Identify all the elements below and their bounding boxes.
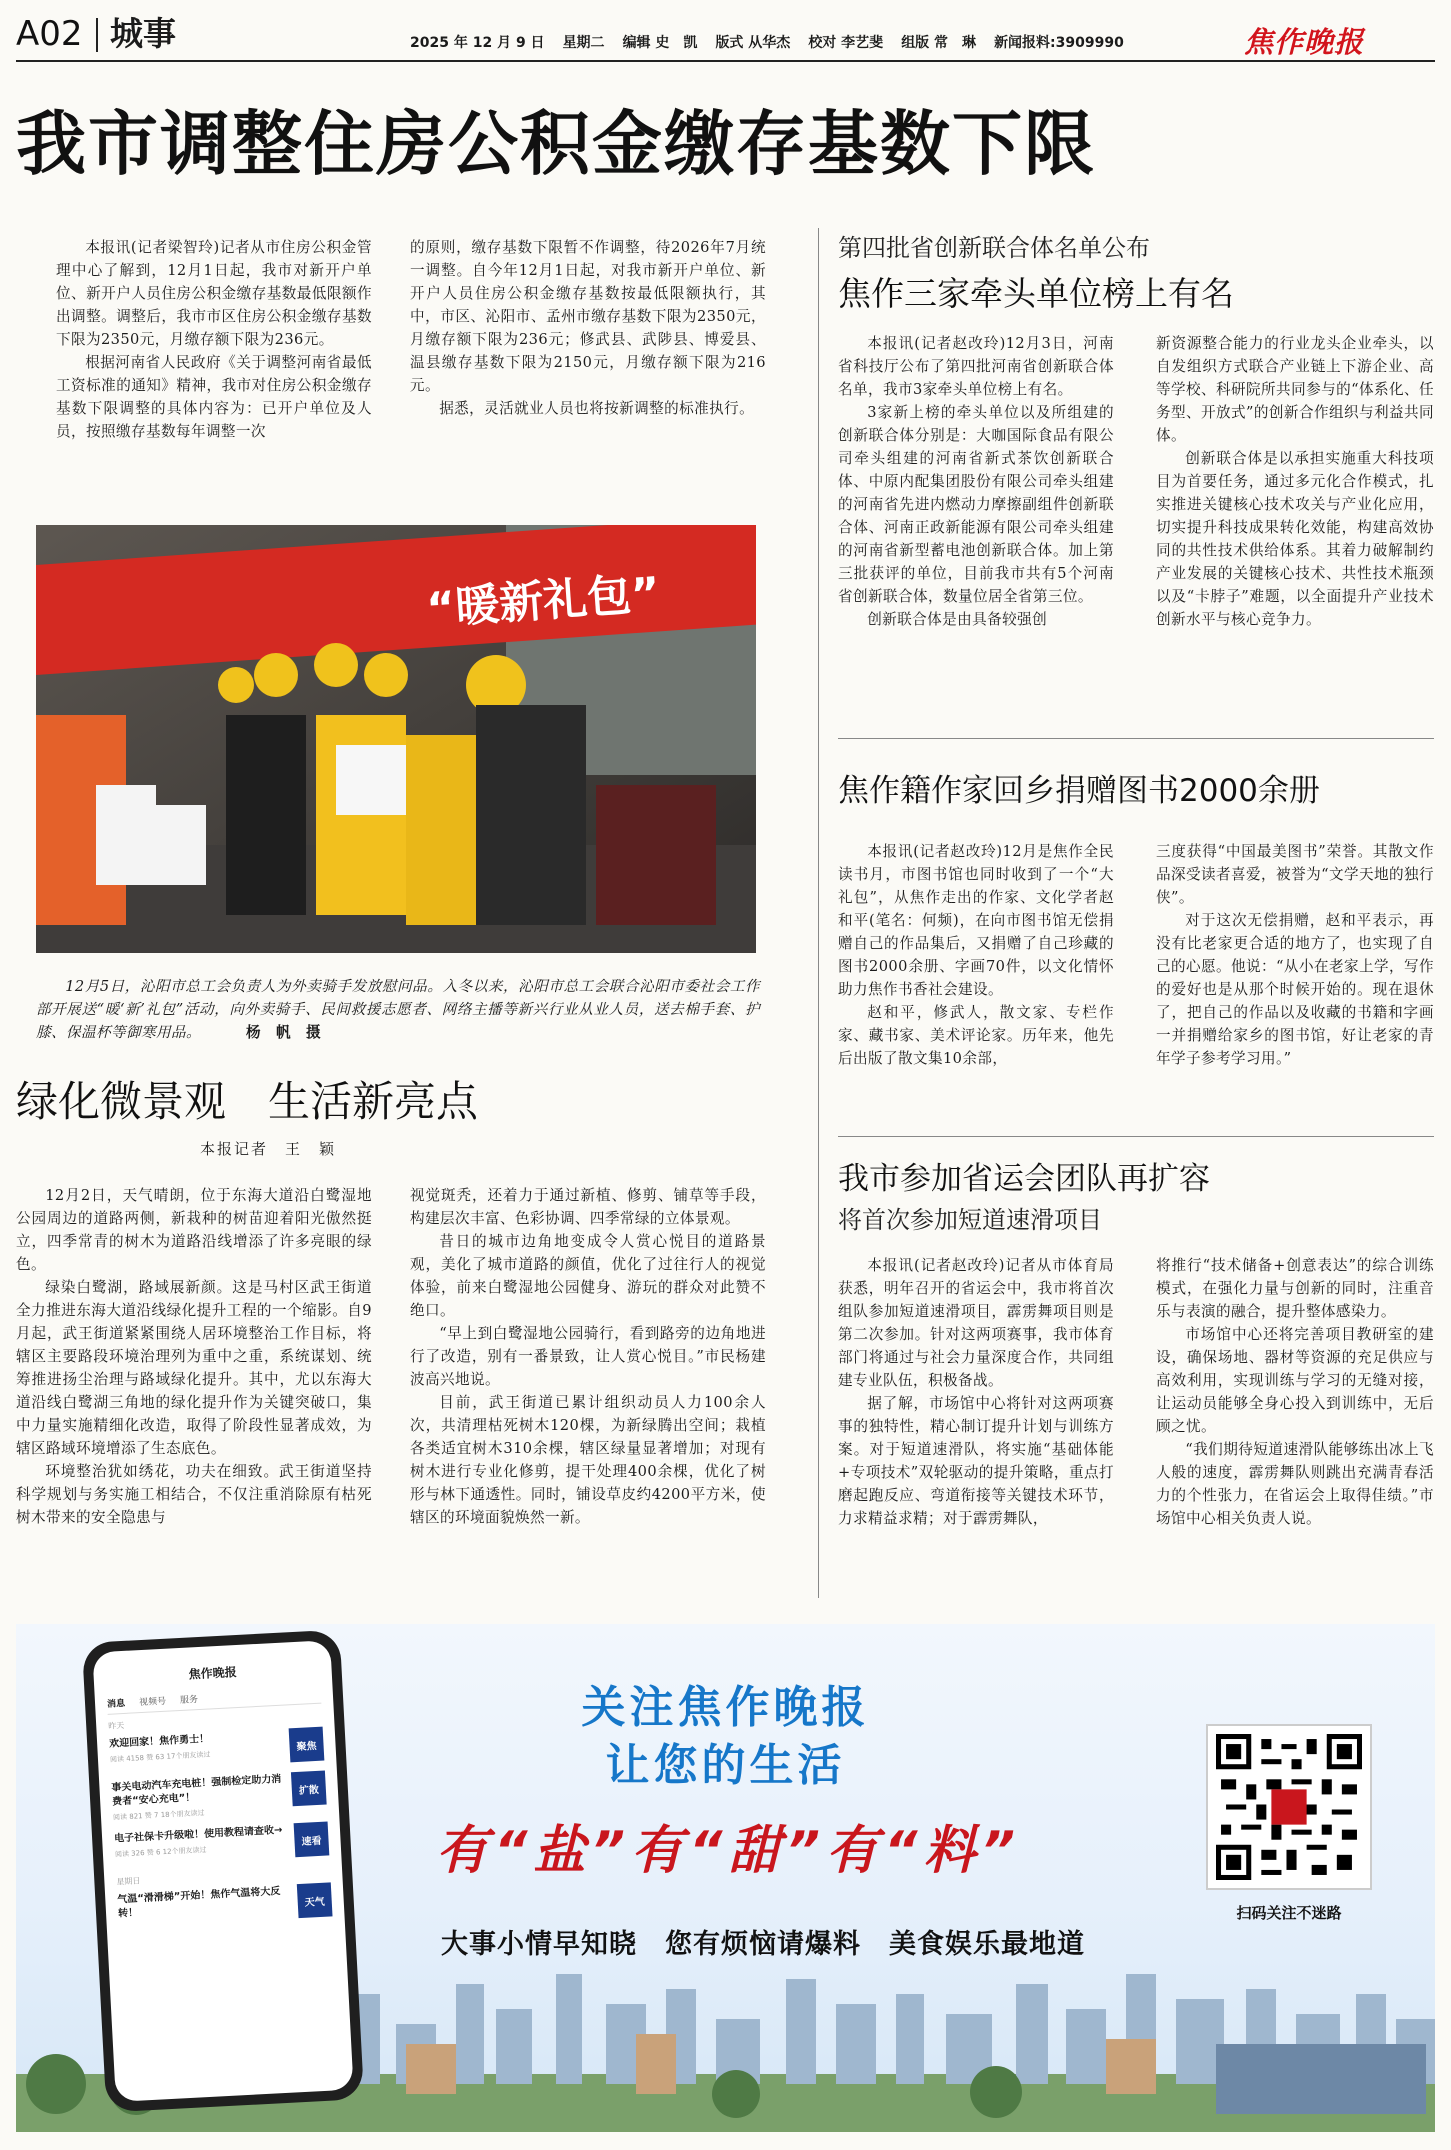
games-para-2: 据了解，市场馆中心将针对这两项赛事的独特性，精心制订提升计划与训练方案。对于短道速滑队，将实施“基础体能+专项技术”双轮驱动的提升策略，重点打磨起跑反应、弯道衔接等关键技术环节，力求精益求精；对于霹雳舞队， — [838, 1395, 1114, 1527]
news-photo — [36, 525, 756, 953]
phone-item-3[interactable] — [114, 1821, 329, 1866]
book-para-4: 对于这次无偿捐赠，赵和平表示，再没有比老家更合适的地方了，也实现了自己的心愿。他说：“从小在老家上学，写作的爱好也是从那个时候开始的。现在退休了，把自己的作品以及收藏的书籍和字画一并捐赠给家乡的图书馆，好让老家的青年学子参考学习用。” — [1156, 912, 1434, 1067]
section-rule-1 — [838, 738, 1434, 739]
issue-weekday: 星期二 — [562, 35, 605, 51]
phone-day-label: 昨天 — [108, 1720, 125, 1731]
phone-item-2-meta: 阅读 821 赞 7 18个朋友读过 — [112, 1808, 205, 1822]
green-para-4: 视觉斑秃，还着力于通过新植、修剪、铺草等手段，构建层次丰富、色彩协调、四季常绿的立体景观。 — [410, 1187, 766, 1227]
games-para-3: 将推行“技术储备+创意表达”的综合训练模式，在强化力量与创新的同时，注重音乐与表演的融合，提升整体感染力。 — [1156, 1257, 1434, 1320]
games-col-2 — [1156, 1254, 1434, 1530]
section-name: 城事 — [110, 14, 176, 53]
qr-code-icon — [1216, 1734, 1362, 1880]
phone-item-1-thumb: 聚焦 — [289, 1727, 325, 1763]
ad-line-1: 关注焦作晚报 — [581, 1682, 870, 1733]
qr-label: 扫码关注不迷路 — [1236, 1904, 1342, 1922]
book-col-2 — [1156, 840, 1434, 1070]
header-rule — [16, 60, 1435, 62]
games-para-5: “我们期待短道速滑队能够练出冰上飞人般的速度，霹雳舞队则跳出充满青春活力的个性张力，在省运会上取得佳绩。”市场馆中心相关负责人说。 — [1156, 1441, 1434, 1527]
green-headline: 绿化微景观 生活新亮点 — [16, 1077, 479, 1126]
photo-caption-text: 12月5日，沁阳市总工会负责人为外卖骑手发放慰问品。入冬以来，沁阳市总工会联合沁阳市委社会工作部开展送“暖‘新’礼包”活动，向外卖骑手、民间救援志愿者、网络主播等新兴行业从业人员，送去棉手套、护膝、保温杯等御寒用品。 — [36, 978, 760, 1041]
green-para-1: 12月2日，天气晴朗，位于东海大道沿白鹭湿地公园周边的道路两侧，新栽种的树苗迎着阳光傲然挺立，四季常青的树木为道路沿线增添了许多亮眼的绿色。 — [16, 1187, 372, 1273]
games-para-1: 本报讯(记者赵改玲)记者从市体育局获悉，明年召开的省运会中，我市将首次组队参加短道速滑项目，霹雳舞项目则是第二次参加。针对这两项赛事，我市体育部门将通过与社会力量深度合作，共同组建专业队伍，积极备战。 — [838, 1257, 1114, 1389]
green-story-col-2 — [410, 1184, 766, 1529]
section-rule-2 — [838, 1136, 1434, 1137]
phone-item-4[interactable] — [117, 1882, 332, 1927]
green-para-3: 环境整治犹如绣花，功夫在细致。武王街道坚持科学规划与务实施工相结合，不仅注重消除原有枯死树木带来的安全隐患与 — [16, 1463, 372, 1526]
innovation-col-2 — [1156, 332, 1434, 631]
innovation-para-4: 新资源整合能力的行业龙头企业牵头，以自发组织方式联合产业链上下游企业、高等学校、科研院所共同参与的“体系化、任务型、开放式”的创新合作组织与利益共同体。 — [1156, 335, 1434, 444]
header-divider — [96, 18, 98, 52]
phone-item-4-thumb: 天气 — [297, 1882, 333, 1918]
games-headline: 我市参加省运会团队再扩容 — [838, 1161, 1210, 1197]
book-para-2: 赵和平，修武人，散文家、专栏作家、藏书家、美术评论家。历年来，他先后出版了散文集10余部， — [838, 1004, 1114, 1067]
ad-line-3: 有“盐”有“甜”有“料” — [436, 1821, 1021, 1881]
phone-item-4-title: 气温“滑滑梯”开始！焦作气温将大反转！ — [117, 1886, 281, 1920]
phone-item-2-thumb: 扩散 — [291, 1771, 327, 1807]
green-para-2: 绿染白鹭湖，路域展新颜。这是马村区武王街道全力推进东海大道沿线绿化提升工程的一个缩影。自9月起，武王街道紧紧围绕人居环境整治工作目标，将辖区主要路段环境治理列为重中之重，系统谋划、统筹推进扬尘治理与路域绿化提升。其中，尤以东海大道沿线白鹭湖三角地的绿化提升作为关键突破口，集中力量实施精细化改造，取得了阶段性显著成效，为辖区路域环境增添了生态底色。 — [16, 1279, 372, 1457]
main-para-4: 据悉，灵活就业人员也将按新调整的标准执行。 — [439, 400, 755, 417]
games-para-4: 市场馆中心还将完善项目教研室的建设，确保场地、器材等资源的充足供应与高效利用，实现训练与学习的无缝对接，让运动员能够全身心投入到训练中，无后顾之忧。 — [1156, 1326, 1434, 1435]
column-divider — [818, 228, 819, 1598]
innovation-para-3: 创新联合体是由具备较强创 — [867, 611, 1048, 628]
phone-app-title: 焦作晚报 — [188, 1665, 237, 1682]
ad-line-4: 大事小情早知晓 您有烦恼请爆料 美食娱乐最地道 — [441, 1929, 1085, 1960]
ad-banner[interactable] — [16, 1624, 1435, 2132]
green-byline: 本报记者 王 颖 — [200, 1140, 337, 1158]
phone-tab-messages[interactable]: 消息 — [106, 1698, 126, 1710]
photo-credit: 杨 帆 摄 — [245, 1024, 321, 1041]
phone-tab-service[interactable]: 服务 — [179, 1695, 199, 1707]
phone-item-1-title: 欢迎回家！焦作勇士！ — [108, 1733, 210, 1750]
innovation-col-1 — [838, 332, 1114, 631]
green-para-5: 昔日的城市边角地变成令人赏心悦目的道路景观，美化了城市道路的颜值，优化了过往行人的视觉体验，前来白鹭湿地公园健身、游玩的群众对此赞不绝口。 — [410, 1233, 766, 1319]
phone-item-1-meta: 阅读 4158 赞 63 17个朋友读过 — [109, 1750, 211, 1764]
newspaper-logo: 焦作晚报 — [1244, 25, 1365, 59]
innovation-para-1: 本报讯(记者赵改玲)12月3日，河南省科技厅公布了第四批河南省创新联合体名单，我市3家牵头单位榜上有名。 — [838, 335, 1114, 398]
book-para-1: 本报讯(记者赵改玲)12月是焦作全民读书月，市图书馆也同时收到了一个“大礼包”，从焦作走出的作家、文化学者赵和平(笔名：何频)，在向市图书馆无偿捐赠自己的作品集后，又捐赠了自己珍藏的图书2000余册、字画70件，以文化情怀助力焦作书香社会建设。 — [838, 843, 1114, 998]
main-story-col-2 — [410, 236, 766, 420]
proof-credit: 校对 李艺斐 — [808, 35, 884, 51]
games-subhead: 将首次参加短道速滑项目 — [838, 1206, 1102, 1234]
book-headline: 焦作籍作家回乡捐赠图书2000余册 — [838, 773, 1320, 809]
main-para-2: 根据河南省人民政府《关于调整河南省最低工资标准的通知》精神，我市对住房公积金缴存基数下限调整的具体内容为：已开户单位及人员，按照缴存基数每年调整一次 — [56, 354, 372, 440]
main-para-1: 本报讯(记者梁智玲)记者从市住房公积金管理中心了解到，12月1日起，我市对新开户单位、新开户人员住房公积金缴存基数最低限额作出调整。调整后，我市市区住房公积金缴存基数下限为2350元，月缴存额下限为236元。 — [56, 239, 372, 348]
main-story-col-1 — [56, 236, 372, 443]
book-para-3: 三度获得“中国最美图书”荣誉。其散文作品深受读者喜爱，被誉为“文学天地的独行侠”。 — [1156, 843, 1434, 906]
green-para-6: “早上到白鹭湿地公园骑行，看到路旁的边角地进行了改造，别有一番景致，让人赏心悦目。”市民杨建波高兴地说。 — [410, 1325, 766, 1388]
green-para-7: 目前，武王街道已累计组织动员人力100余人次，共清理枯死树木120棵，为新绿腾出空间；栽植各类适宜树木310余棵，辖区绿量显著增加；对现有树木进行专业化修剪，提干处理400余棵，优化了树形与林下通透性。同时，铺设草皮约4200平方米，使辖区的环境面貌焕然一新。 — [410, 1394, 766, 1526]
ad-line-2: 让您的生活 — [605, 1740, 846, 1791]
phone-day2-label: 星期日 — [116, 1876, 141, 1887]
innovation-headline: 焦作三家牵头单位榜上有名 — [838, 274, 1234, 313]
photo-caption — [36, 975, 760, 1044]
phone-item-3-thumb: 速看 — [294, 1821, 330, 1857]
book-col-1 — [838, 840, 1114, 1070]
main-para-3: 的原则，缴存基数下限暂不作调整，待2026年7月统一调整。自今年12月1日起，对我市新开户单位、新开户人员住房公积金缴存基数按最低限额执行，其中，市区、沁阳市、孟州市缴存基数下限为2350元，月缴存额下限为236元；修武县、武陟县、博爱县、温县缴存基数下限为2150元，月缴存额下限为216元。 — [410, 239, 766, 394]
phone-tab-video[interactable]: 视频号 — [138, 1696, 167, 1709]
header-meta — [410, 32, 1124, 52]
innovation-para-2: 3家新上榜的牵头单位以及所组建的创新联合体分别是：大咖国际食品有限公司牵头组建的河南省新式茶饮创新联合体、中原内配集团股份有限公司牵头组建的河南省先进内燃动力摩擦副组件创新联合体、河南正政新能源有限公司牵头组建的河南省新型蓄电池创新联合体。加上第三批获评的单位，目前我市共有5个河南省创新联合体，数量位居全省第三位。 — [838, 404, 1114, 605]
news-hotline: 新闻报料:3909990 — [994, 35, 1124, 51]
page-number: A02 — [16, 14, 83, 54]
phone-item-3-meta: 阅读 326 赞 6 12个朋友读过 — [114, 1845, 207, 1859]
layout-credit: 版式 从华杰 — [715, 35, 791, 51]
main-headline: 我市调整住房公积金缴存基数下限 — [16, 103, 1096, 185]
photo-banner-text: “暖新礼包” — [424, 567, 662, 636]
innovation-para-5: 创新联合体是以承担实施重大科技项目为首要任务，通过多元化合作模式，扎实推进关键核心技术攻关与产业化应用，切实提升科技成果转化效能，构建高效协同的共性技术供给体系。其着力破解制约产业发展的关键核心技术、共性技术瓶颈以及“卡脖子”难题，以全面提升产业技术创新水平与核心竞争力。 — [1156, 450, 1434, 628]
qr-code[interactable] — [1206, 1724, 1372, 1890]
innovation-kicker: 第四批省创新联合体名单公布 — [838, 234, 1150, 262]
green-story-col-1 — [16, 1184, 372, 1529]
games-col-1 — [838, 1254, 1114, 1530]
phone-item-2-title: 事关电动汽车充电桩！强制检定助力消费者“安心充电”！ — [111, 1773, 282, 1808]
issue-date: 2025 年 12 月 9 日 — [410, 35, 545, 51]
phone-item-3-title: 电子社保卡升级啦！使用教程请查收→ — [113, 1824, 283, 1845]
editor-credit: 编辑 史 凯 — [622, 35, 698, 51]
typeset-credit: 组版 常 琳 — [901, 35, 977, 51]
